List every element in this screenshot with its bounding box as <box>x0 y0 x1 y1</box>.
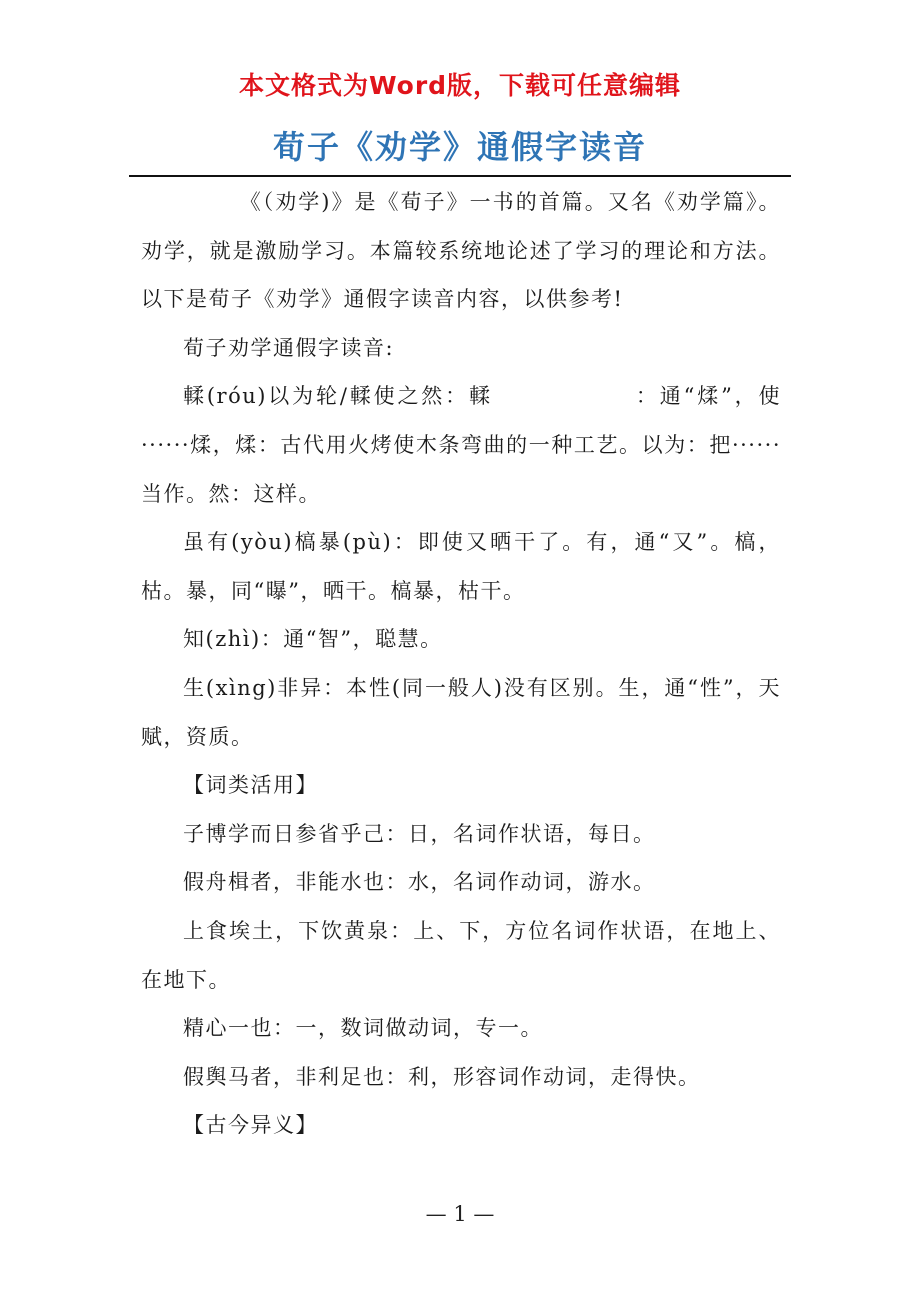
paragraph: 上食埃土，下饮黄泉：上、下，方位名词作状语，在地上、在地下。 <box>141 918 781 992</box>
paragraph: 輮(róu)以为轮/輮使之然：輮 ：通“煣”，使······煣，煣：古代用火烤使木条弯曲的一种工艺。以为：把······当作。然：这样。 <box>141 384 781 506</box>
paragraph: 假舆马者，非利足也：利，形容词作动词，走得快。 <box>183 1064 701 1089</box>
section-heading: 【古今异义】 <box>183 1113 318 1138</box>
title-divider <box>129 175 791 177</box>
page-title: 荀子《劝学》通假字读音 <box>272 128 647 166</box>
paragraph: 知(zhì)：通“智”，聪慧。 <box>183 627 443 652</box>
download-banner: 本文格式为Word版，下载可任意编辑 <box>238 71 682 100</box>
page-number: — 1 — <box>425 1202 495 1226</box>
paragraph: 生(xìng)非异：本性(同一般人)没有区别。生，通“性”，天赋，资质。 <box>141 675 781 749</box>
paragraph: 精心一也：一，数词做动词，专一。 <box>183 1016 543 1041</box>
document-body <box>141 178 781 1150</box>
intro-paragraph: 《（劝学)》是《荀子》一书的首篇。又名《劝学篇》。劝学，就是激励学习。本篇较系统地论述了学习的理论和方法。以下是荀子《劝学》通假字读音内容，以供参考! <box>141 190 781 312</box>
paragraph: 子博学而日参省乎己：日，名词作状语，每日。 <box>183 821 656 846</box>
section-heading: 荀子劝学通假字读音: <box>183 335 395 360</box>
paragraph: 虽有(yòu)槁暴(pù)：即使又晒干了。有，通“又”。槁，枯。暴，同“曝”，晒干。槁暴，枯干。 <box>141 530 781 603</box>
section-heading: 【词类活用】 <box>183 773 318 798</box>
paragraph: 假舟楫者，非能水也：水，名词作动词，游水。 <box>183 870 656 895</box>
